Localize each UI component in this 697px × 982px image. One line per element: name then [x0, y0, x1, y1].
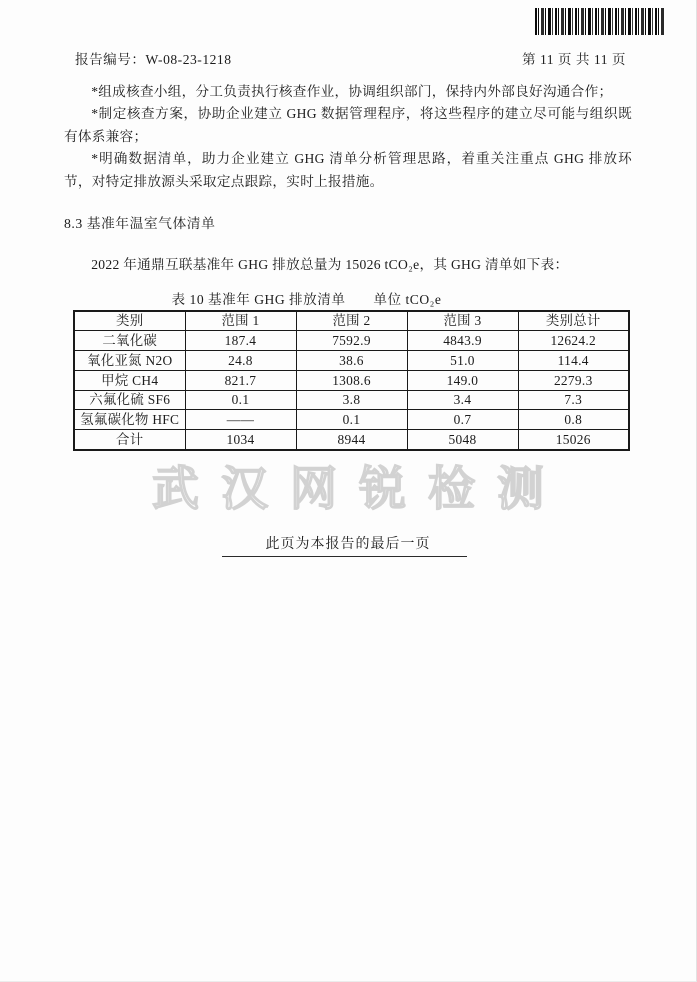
table-caption	[28, 288, 585, 308]
table-cell: 4843.9	[407, 331, 518, 351]
intro-paragraph: 2022 年通鼎互联基准年 GHG 排放总量为 15026 tCO₂e，其 GHG 清单如下表：	[91, 257, 569, 272]
watermark: 武汉网锐检测	[152, 464, 566, 516]
table-cell: 15026	[518, 430, 629, 450]
table-cell: 1034	[185, 430, 296, 450]
table-cell: 六氟化硫 SF6	[74, 390, 185, 410]
table-cell: 0.1	[296, 410, 407, 430]
table-cell: 0.1	[185, 390, 296, 410]
table-cell: 24.8	[185, 351, 296, 371]
table-row	[74, 390, 629, 410]
table-row	[74, 430, 629, 450]
ghg-inventory-table	[73, 310, 630, 451]
table-cell: 二氧化碳	[74, 331, 185, 351]
column-header: 范围 3	[407, 311, 518, 331]
barcode	[535, 8, 665, 35]
page-number-info: 第 11 页 共 11 页	[521, 52, 626, 67]
bullet-list	[64, 81, 632, 193]
column-header: 范围 2	[296, 311, 407, 331]
column-header: 类别	[74, 311, 185, 331]
ghg-table-body	[74, 331, 629, 450]
table-cell: 114.4	[518, 351, 629, 371]
bullet-item: *明确数据清单，助力企业建立 GHG 清单分析管理思路，着重关注重点 GHG 排放环节，对特定排放源头采取定点跟踪，实时上报措施。	[64, 151, 632, 189]
column-header: 范围 1	[185, 311, 296, 331]
table-cell: 0.8	[518, 410, 629, 430]
table-cell: 12624.2	[518, 331, 629, 351]
footer-underline	[222, 556, 467, 557]
table-cell: ——	[185, 410, 296, 430]
table-row	[74, 331, 629, 351]
table-cell: 8944	[296, 430, 407, 450]
table-cell: 3.8	[296, 390, 407, 410]
page-header	[75, 48, 626, 68]
table-cell: 7592.9	[296, 331, 407, 351]
table-cell: 187.4	[185, 331, 296, 351]
report-number: 报告编号：W-08-23-1218	[75, 52, 232, 67]
table-cell: 3.4	[407, 390, 518, 410]
table-cell: 甲烷 CH4	[74, 370, 185, 390]
table-cell: 氢氟碳化物 HFC	[74, 410, 185, 430]
table-caption-unit: 单位 tCO₂e	[373, 292, 442, 307]
table-cell: 51.0	[407, 351, 518, 371]
table-cell: 氧化亚氮 N2O	[74, 351, 185, 371]
table-cell: 149.0	[407, 370, 518, 390]
ghg-table-head-row	[74, 311, 629, 331]
bullet-item: *制定核查方案，协助企业建立 GHG 数据管理程序，将这些程序的建立尽可能与组织既有体系兼容；	[64, 106, 632, 144]
table-cell: 2279.3	[518, 370, 629, 390]
table-cell: 合计	[74, 430, 185, 450]
last-page-note: 此页为本报告的最后一页	[265, 537, 431, 552]
table-cell: 821.7	[185, 370, 296, 390]
table-cell: 5048	[407, 430, 518, 450]
table-row	[74, 410, 629, 430]
bullet-item: *组成核查小组，分工负责执行核查作业，协调组织部门，保持内外部良好沟通合作；	[91, 84, 613, 99]
table-row	[74, 370, 629, 390]
table-cell: 0.7	[407, 410, 518, 430]
column-header: 类别总计	[518, 311, 629, 331]
section-heading: 8.3 基准年温室气体清单	[64, 216, 216, 231]
table-row	[74, 351, 629, 371]
table-caption-title: 表 10 基准年 GHG 排放清单	[171, 292, 346, 307]
table-cell: 7.3	[518, 390, 629, 410]
table-cell: 1308.6	[296, 370, 407, 390]
table-cell: 38.6	[296, 351, 407, 371]
